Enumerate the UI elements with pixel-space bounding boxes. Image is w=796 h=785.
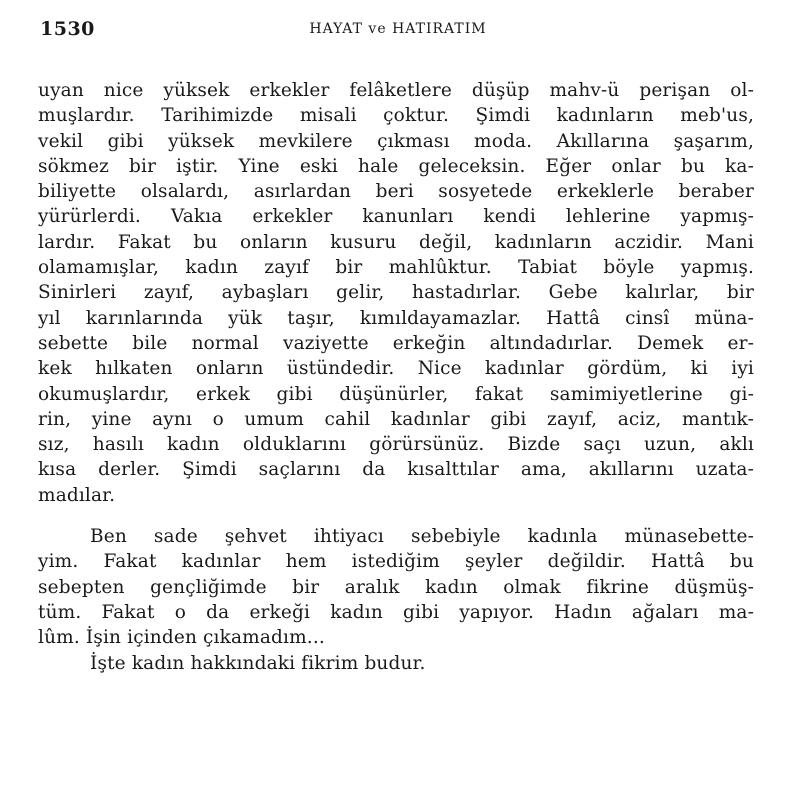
paragraph-gap [38, 508, 754, 524]
text-line: sız, hasılı kadın olduklarını görürsünüz. Bizde saçı uzun, aklı [38, 434, 754, 456]
text-line: Ben sade şehvet ihtiyacı sebebiyle kadınla münasebette- [90, 526, 754, 548]
text-line: lardır. Fakat bu onların kusuru değil, kadınların aczidir. Mani [38, 231, 754, 253]
text-line: lûm. İşin içinden çıkamadım... [38, 627, 325, 649]
text-line: sebette bile normal vaziyette erkeğin altındadırlar. Demek er- [38, 332, 754, 354]
paragraph-1 [38, 78, 754, 508]
text-line: sökmez bir iştir. Yine eski hale geleceksin. Eğer onlar bu ka- [38, 155, 754, 177]
text-line: İşte kadın hakkındaki fikrim budur. [90, 652, 426, 674]
text-line: madılar. [38, 484, 116, 506]
text-line: yim. Fakat kadınlar hem istediğim şeyler değildir. Hattâ bu [38, 551, 754, 573]
text-line: vekil gibi yüksek mevkilere çıkması moda. Akıllarına şaşarım, [38, 130, 754, 152]
text-line: Sinirleri zayıf, aybaşları gelir, hastadırlar. Gebe kalırlar, bir [38, 282, 754, 304]
text-line: okumuşlardır, erkek gibi düşünürler, fakat samimiyetlerine gi- [38, 383, 754, 405]
text-line: sebepten gençliğimde bir aralık kadın olmak fikrine düşmüş- [38, 576, 754, 598]
running-title: HAYAT ve HATIRATIM [309, 21, 487, 37]
text-line: tüm. Fakat o da erkeği kadın gibi yapıyor. Hadın ağaları ma- [38, 601, 754, 623]
body-text [38, 78, 754, 676]
page-number: 1530 [40, 18, 95, 40]
page-header [40, 18, 756, 46]
text-line: rin, yine aynı o umum cahil kadınlar gibi zayıf, aciz, mantık- [38, 408, 754, 430]
text-line: yıl karınlarında yük taşır, kımıldayamazlar. Hattâ cinsî müna- [38, 307, 754, 329]
text-line: muşlardır. Tarihimizde misali çoktur. Şimdi kadınların meb'us, [38, 105, 754, 127]
text-line: biliyette olsalardı, asırlardan beri sosyetede erkeklerle beraber [38, 181, 754, 203]
text-line: olamamışlar, kadın zayıf bir mahlûktur. Tabiat böyle yapmış. [38, 257, 754, 279]
paragraph-2 [38, 524, 754, 676]
text-line: kısa derler. Şimdi saçlarını da kısalttılar ama, akıllarını uzata- [38, 459, 754, 481]
text-line: kek hılkaten onların üstündedir. Nice kadınlar gördüm, ki iyi [38, 358, 754, 380]
text-line: uyan nice yüksek erkekler felâketlere düşüp mahv-ü perişan ol- [38, 80, 754, 101]
text-line: yürürlerdi. Vakıa erkekler kanunları kendi lehlerine yapmış- [38, 206, 754, 228]
